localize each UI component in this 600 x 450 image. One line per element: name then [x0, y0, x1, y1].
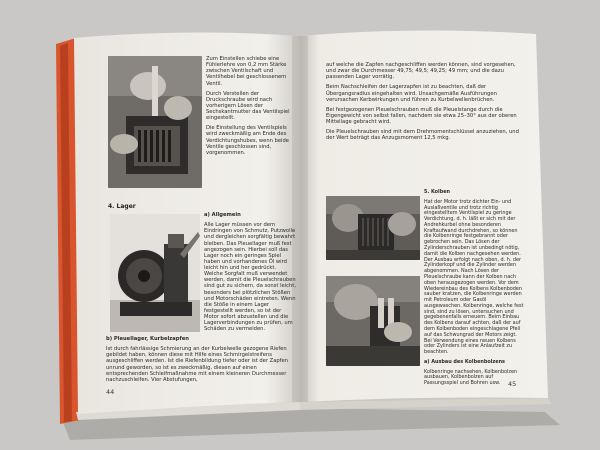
left-text-bottom — [106, 336, 296, 387]
right-paragraph-3: Bei festgezogenen Pleuelschrauben muß die Pleuelstange durch die Eigengewicht von selbst fallen, nachdem sie etwa 25–30° aus der oberen Mittellage gebracht wird. — [326, 106, 517, 125]
left-page-number: 44 — [106, 388, 115, 396]
subsection-b-heading: b) Pleuellager, Kurbelzapfen — [106, 336, 189, 342]
right-paragraph-bottom: Kolbenringe nachsehen, Kolbenbolzen ausbauen, Kolbenbolzen auf Passungsspiel und Bohren usw. — [424, 368, 518, 387]
left-paragraph-3: Die Einstellung des Ventilspiels wird zweckmäßig am Ende des Verdichtungshubes, wenn beide Ventile geschlossen sind, vorgenommen. — [206, 125, 289, 156]
right-paragraph-4: Die Pleuelschrauben sind mit dem Drehmomentschlüssel anzuziehen, und der Wert beträgt das Anzugsmoment 12,5 mkg. — [326, 129, 519, 142]
photo-piston — [326, 276, 420, 366]
left-paragraph-bottom: Ist durch fahrlässige Schmierung an der Kurbelwelle gezogene Riefen gebildet haben, können diese mit Hilfe eines Schmirgelstreifens ausgeschliffen werden. Ist die Riefenbildung tiefer oder ist der Zapfen unrund geworden, so ist es zweckmäßig, diesen auf einen entsprechenden Schleifmaßnahme mit einem kleineren Durchmesser nachzuschleifen. Vier Abstufungen, — [106, 346, 288, 383]
left-text-top — [206, 56, 294, 160]
right-paragraph-kolben: Hat der Motor trotz dichter Ein- und Auslaßventile und trotz richtig eingestelltem Ventilspiel zu geringe Verdichtung, d. h. läßt er sich mit der Andrehkurbel ohne besonderen Kraftaufwand durchdrehen, so können die Kolbenringe festgebrannt oder gebrochen sein. Das Lösen der Zylinderschrauben ist unbedingt nötig, damit die Kolben nachgesehen werden. Der Ausbau erfolgt nach oben, d. h. der Zylinderkopf und die Zylinder werden abgenommen. Nach Lösen der Pleuelschraube kann der Kolben nach oben herausgezogen werden. Vor dem Wiedereinbau des Kolbens Kolbenboden sauber kratzen, die Kolbenringe werden mit Petroleum oder Gasöl ausgewaschen. Kolbenringe, welche fest sind, sind zu lösen, untersuchen und gegebenenfalls erneuern. Beim Einbau des Kolbens darauf achten, daß der auf dem Kolbenboden eingeschlagene Pfeil auf das Schwungrad der Motors zeigt. Bei Verwendung eines neuen Kolbens oder Zylinders ist eine Anlaufzeit zu beachten. — [424, 198, 524, 356]
left-paragraph-1: Zum Einstellen schiebe eine Fühlerlehre von 0,2 mm Stärke zwischen Ventilschaft und Ventilhebel bei geschlossenem Ventil. — [206, 56, 287, 87]
section-5-heading: 5. Kolben — [424, 189, 451, 195]
left-paragraph-2: Durch Verstellen der Druckschraube wird nach vorherigem Lösen der Sechskantmutter das Ventilspiel eingestellt. — [206, 90, 290, 122]
left-text-middle — [204, 212, 296, 336]
photo-cylinder-removal — [326, 196, 420, 260]
photo-valve-adjustment — [108, 56, 202, 188]
left-paragraph-lager: Alle Lager müssen vor dem Eindringen von Schmutz, Putzwolle und dergleichen sorgfältig bewahrt bleiben. Das Pleuellager muß fest angezogen sein. Hierbei soll das Lager noch ein geringes Spiel haben und vorhandenes Öl wird leicht hin und her gedrückt. Welche Sorgfalt muß verwendet werden, damit die Pleuelschrauben sind gut zu sichern, da sonst leicht, besonders bei plötzlichen Stößen und Motorschäden eintreten. Wenn die Stöße in einem Lager festgestellt werden, so ist der Motor sofort abzustellen und die Lagerverbindungen zu prüfen, um Schäden zu vermeiden. — [204, 222, 296, 333]
right-paragraph-2: Beim Nachschleifen der Lagerzapfen ist zu beachten, daß der Übergangsradius eingehalten wird. Unsachgemäße Ausführungen verursachen Kerbwirkungen und führen zu Kurbelwellenbrüchen. — [326, 84, 497, 103]
section-4-heading: 4. Lager — [108, 203, 136, 210]
right-page-number: 45 — [508, 380, 517, 388]
right-text-column — [424, 190, 524, 391]
right-paragraph-1: auf welche die Zapfen nachgeschliffen werden können, sind vorgesehen, und zwar die Durchmesser 49,75; 49,5; 49,25; 49 mm; und die dazu passenden Lager vorrätig. — [326, 62, 516, 81]
subsection-a-heading: a) Allgemein — [204, 212, 241, 218]
right-text-top — [326, 62, 522, 145]
right-subsection-a-heading: a) Ausbau des Kolbenbolzens — [424, 358, 505, 365]
photo-engine-bearing — [110, 214, 200, 332]
